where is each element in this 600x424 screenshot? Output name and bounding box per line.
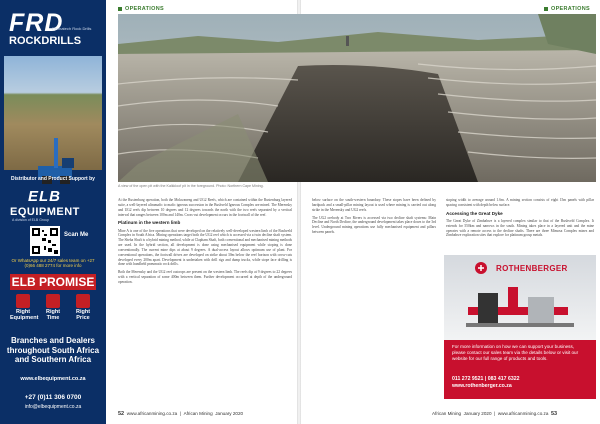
rockdrills-heading: ROCKDRILLS: [9, 35, 82, 47]
rothenberger-body: For more information on how we can support your business, please contact our sales team via the details below or visit our website for our full range of products and tools.: [452, 344, 579, 361]
paragraph: below surface on the south-western boundary. These stopes have been defined by hardpack and a small-pillar mining layout is used where mining is carried out along strike in the Merensky and UG2 reefs.: [312, 198, 436, 212]
pipe-tools-illustration: [458, 283, 582, 337]
equipment-sub: A division of ELB Group: [12, 218, 49, 222]
frd-logo: FRD: [9, 9, 64, 37]
whatsapp-text: Or WhatsApp our 24/7 sales team on +27 (0)66 488 2774 for more info: [11, 258, 95, 269]
article-column-1: [118, 198, 292, 406]
paragraph: Mine A is one of the five operations that were developed on the relatively well-developed western limb of the Bushveld Complex in South Africa. Mining operations target both the UG2 reef which is accessed via a twin decline shaft system. The Sheba Shaft is a hybrid mining method, while at Clapham Shaft, both conventional and mechanised mining methods are used. In the hybrid section, all development is done using mechanised equipment while stoping is done conventionally. The current mine dips at about 9 degrees. A dual-access layout allows optimum use of plant. For conventional operations, the footwall drives are developed on strike about 30m below the reef horizon with cross-cuts developed every 200m apart. Development is undertaken with drill rigs and dump trucks, while stope face drilling is done with handheld pneumatic rock drills.: [118, 228, 292, 267]
rothenberger-logo-icon: [474, 261, 490, 275]
price-tag-icon: [76, 294, 90, 308]
right-price: Right Price: [70, 294, 96, 322]
right-equipment: Right Equipment: [10, 294, 36, 322]
distributor-line: Distributor and Product Support by: [11, 176, 95, 182]
promise-rights: [10, 294, 96, 332]
elb-logo: ELB: [28, 188, 61, 205]
equipment-icon: [16, 294, 30, 308]
paragraph: The Great Dyke of Zimbabwe is a layered complex similar to that of the Bushveld Complex. It extends for 550km and narrows in the south. Mining takes place in a layered unit and the mine operates with a remote access to the decline shafts. There are three Mimosa Complex mines and Zimbabwe exploration sites that explore for platinum group metals.: [446, 218, 594, 238]
paragraph: stoping width to average around 1.6m. A mining section consists of eight 15m panels with pillar spacing consistent with depth below surface.: [446, 198, 594, 207]
elb-promise-banner: ELB PROMISE: [11, 275, 95, 289]
article-column-2: [312, 198, 436, 406]
left-folio: 52 www.africanmining.co.za | African Mining January 2020: [118, 411, 244, 417]
rothenberger-brand: ROTHENBERGER: [496, 264, 568, 273]
phone-number[interactable]: +27 (0)11 306 0700: [24, 394, 82, 401]
email-link[interactable]: info@elbequipment.co.za: [24, 404, 82, 410]
equipment-wordmark: EQUIPMENT: [10, 206, 80, 218]
open-pit-mine-photo: [118, 14, 596, 182]
article-column-3: [446, 198, 594, 253]
right-section-tag: OPERATIONS: [544, 6, 590, 12]
rothenberger-website[interactable]: www.rothenberger.co.za: [452, 382, 512, 389]
rothenberger-advertisement[interactable]: [444, 255, 596, 399]
qr-code-icon[interactable]: [30, 226, 60, 256]
website-link[interactable]: www.elbequipment.co.za: [20, 376, 86, 382]
right-folio: African Mining January 2020 | www.africanmining.co.za 53: [432, 411, 558, 417]
rothenberger-contact: [452, 376, 588, 389]
paragraph: The UG2 orebody at Two Rivers is accessed via two decline shaft systems: Main Decline and North Decline, the underground development takes place down to the 3rd level. Underground mining operations use fully mechanised equipment and pillars between panels.: [312, 215, 436, 235]
paragraph: At the Rustenburg operation, both the Mokwaneng and UG2 Reefs, which are contained within the Rustenburg layered suite, a well-layered ultramafic to mafic igneous succession in the Bushveld Igneous Complex are mined. The Merensky and UG2 reefs dip between 10 degrees and 12 degrees towards the north with the two reefs separated by a vertical interval that ranges between 100m and 140m. Cross-cut development occurs in the footwall of the reef.: [118, 198, 292, 217]
rothenberger-phone[interactable]: 011 272 9521 | 083 417 6322: [452, 376, 520, 382]
photo-caption: A view of the open pit with the Kalkkloof pit in the foreground. Photo: Northern Cape Mining.: [118, 184, 264, 188]
frd-subtitle: Fermatech Rock Drills: [52, 26, 92, 31]
right-time: Right Time: [40, 294, 66, 322]
left-section-tag: OPERATIONS: [118, 6, 164, 12]
paragraph: Both the Merensky and the UG2 reef outcrops are present on the western limb. The reefs dip at 9 degrees to 22 degrees with a vertical separation of some 400m between them. Further development occurred at depth of the underground operation.: [118, 270, 292, 284]
drill-rig-photo: [4, 56, 102, 170]
subheading: Accessing the Great Dyke: [446, 210, 503, 216]
elb-frd-advertisement[interactable]: [0, 0, 106, 424]
subheading: Platinum in the western limb: [118, 220, 181, 226]
branches-text: Branches and Dealers throughout South Africa and Southern Africa: [6, 336, 100, 365]
scan-me-text: Scan Me: [64, 232, 89, 238]
clock-icon: [46, 294, 60, 308]
